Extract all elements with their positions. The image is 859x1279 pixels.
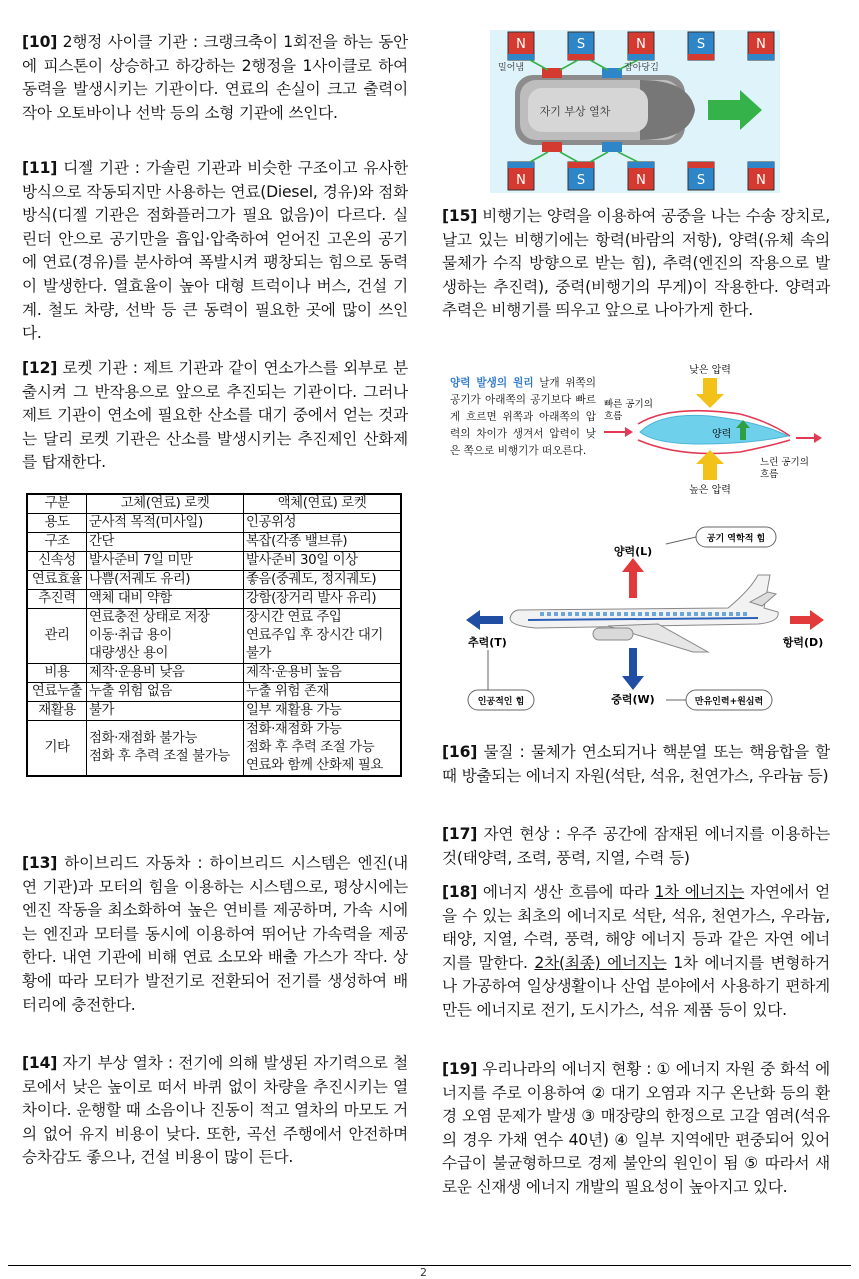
magnet-pole-label: N <box>516 37 526 52</box>
airplane-forces-diagram <box>458 520 830 720</box>
magnet <box>568 162 594 190</box>
airplane-window <box>547 612 551 616</box>
lift-force-label: 양력(L) <box>613 545 653 558</box>
airplane-window <box>540 612 544 616</box>
lift-label: 양력 <box>712 429 732 440</box>
aero-force-badge: 공기 역학적 힘 <box>706 534 766 544</box>
para-12: [12] 로켓 기관 : 제트 기관과 같이 연소가스를 외부로 분출시켜 그 반작용으로 앞으로 추진되는 기관이다. 그러나 제트 기관이 연소에 필요한 산소를 대기 중에서 얻는 것과는 달리 로켓 기관은 산소를 발생시키는 추진제인 산화제를 탑재한다. <box>22 359 408 472</box>
table-cell: 점화·재점화 불가능 점화 후 추력 조절 불가능 <box>87 721 244 777</box>
table-row <box>27 664 401 683</box>
maglev-train-label: 자기 부상 열차 <box>539 105 611 118</box>
airplane-window <box>582 612 586 616</box>
para-14: [14] 자기 부상 열차 : 전기에 의해 발생된 자기력으로 철로에서 낮은 높이로 떠서 바퀴 없이 차량을 추진시키는 열차이다. 운행할 때 소음이나 진동이 적고 열차의 마모도 거의 없어 유지 비용이 낮다. 또한, 곡선 주행에서 안전하며 승차감도 좋으나, 건설 비용이 많이 든다. <box>22 1054 408 1167</box>
table-cell: 좋음(중궤도, 정지궤도) <box>244 571 402 590</box>
airplane-window <box>722 612 726 616</box>
low-pressure-label: 낮은 압력 <box>689 365 731 376</box>
table-row <box>27 552 401 571</box>
magnet-pole-label: N <box>636 37 646 52</box>
table-cell: 액체 대비 약함 <box>87 590 244 609</box>
table-row <box>27 590 401 609</box>
airplane-window <box>729 612 733 616</box>
table-row-label: 기타 <box>27 721 87 777</box>
para-16: [16] 물질 : 물체가 연소되거나 핵분열 또는 핵융합을 할 때 방출되는 에너지 자원(석탄, 석유, 천연가스, 우라늄 등) <box>442 743 830 785</box>
table-row-label: 용도 <box>27 514 87 533</box>
table-row <box>27 721 401 777</box>
rocket-comparison-table <box>26 493 402 777</box>
table-cell: 복잡(각종 밸브류) <box>244 533 402 552</box>
table-header: 액체(연료) 로켓 <box>244 494 402 514</box>
secondary-energy-term: 2차(최종) 에너지는 <box>534 953 667 972</box>
table-cell: 발사준비 7일 미만 <box>87 552 244 571</box>
lift-principle-text: 양력 발생의 원리 날개 위쪽의 공기가 아래쪽의 공기보다 빠르게 흐르면 위쪽과 아래쪽의 압력의 차이가 생겨서 압력이 낮은 쪽으로 비행기가 떠오른다. <box>450 377 597 457</box>
magnet-pole-label: S <box>576 37 586 52</box>
magnet <box>688 32 714 60</box>
airplane-window <box>708 612 712 616</box>
table-row <box>27 514 401 533</box>
airplane-window <box>561 612 565 616</box>
airplane-window <box>736 612 740 616</box>
airplane-window <box>575 612 579 616</box>
table-header: 구분 <box>27 494 87 514</box>
para-11: [11] 디젤 기관 : 가솔린 기관과 비슷한 구조이고 유사한 방식으로 작동되지만 사용하는 연료(Diesel, 경유)와 점화 방식(디젤 기관은 점화플러그가 필요 없음)이 다르다. 실린더 안으로 공기만을 흡입·압축하여 얻어진 고온의 공기에 연료(경유)를 분사하여 폭발시켜 팽창되는 힘으로 동력이 발생한다. 열효율이 높아 대형 트럭이나 버스, 건설 기계. 철도 차량, 선박 등 큰 동력이 필요한 곳에 많이 쓰인다. <box>22 159 408 343</box>
fast-flow-label-2: 흐름 <box>604 411 623 422</box>
table-row-label: 관리 <box>27 609 87 664</box>
table-row-label: 비용 <box>27 664 87 683</box>
table-row <box>27 609 401 664</box>
airplane-window <box>701 612 705 616</box>
table-cell: 점화·재점화 가능 점화 후 추력 조절 가능 연료와 함께 산화제 필요 <box>244 721 402 777</box>
table-row-label: 재활용 <box>27 702 87 721</box>
airplane-window <box>638 612 642 616</box>
airplane-window <box>589 612 593 616</box>
table-header-row <box>27 494 401 514</box>
primary-energy-term: 1차 에너지는 <box>654 883 745 901</box>
table-row <box>27 533 401 552</box>
airplane-window <box>743 612 747 616</box>
table-cell: 제작·운용비 높음 <box>244 664 402 683</box>
airplane-window <box>603 612 607 616</box>
table-cell: 인공위성 <box>244 514 402 533</box>
gravity-force-label: 중력(W) <box>611 693 655 706</box>
high-pressure-label: 높은 압력 <box>689 485 731 496</box>
para-18: [18] 에너지 생산 흐름에 따라 1차 에너지는 자연에서 얻을 수 있는 최초의 에너지로 석탄, 석유, 천연가스, 우라늄, 태양, 지열, 수력, 풍력, 해양 에너지 등과 같은 자연 에너지를 말한다. 2차(최종) 에너지는 1차 에너지를 변형하거나 가공하여 일상생활이나 산업 분야에서 사용하기 편하게 만든 에너지로 전기, 도시가스, 석유 제품 등이 있다. <box>442 883 831 1019</box>
magnet-pole-label: N <box>636 173 646 188</box>
table-cell: 장시간 연료 주입 연료주입 후 장시간 대기 불가 <box>244 609 402 664</box>
airfoil-diagram <box>600 362 825 498</box>
slow-flow-label-1: 느린 공기의 <box>760 457 809 468</box>
magnet-pole-label: N <box>756 37 766 52</box>
para-17: [17] 자연 현상 : 우주 공간에 잠재된 에너지를 이용하는 것(태양력, 조력, 풍력, 지열, 수력 등) <box>442 825 830 867</box>
magnet-pole-label: N <box>756 173 766 188</box>
airplane-window <box>680 612 684 616</box>
table-cell: 불가 <box>87 702 244 721</box>
airplane-window <box>673 612 677 616</box>
table-cell: 누출 위험 없음 <box>87 683 244 702</box>
table-cell: 군사적 목적(미사일) <box>87 514 244 533</box>
table-cell: 발사준비 30일 이상 <box>244 552 402 571</box>
table-row-label: 연료누출 <box>27 683 87 702</box>
table-row-label: 추진력 <box>27 590 87 609</box>
para-13: [13] 하이브리드 자동차 : 하이브리드 시스템은 엔진(내연 기관)과 모터의 힘을 이용하는 시스템으로, 평상시에는 엔진 작동을 최소화하여 높은 연비를 제공하며, 가속 시에는 엔진과 모터를 동시에 이용하여 뛰어난 가속력을 제공한다. 내연 기관에 비해 연료 소모와 배출 가스가 작다. 상황에 따라 모터가 발전기로 전환되어 전기를 생성하여 배터리에 충전한다. <box>22 854 409 1014</box>
maglev-push-label: 밀어냄 <box>498 63 525 73</box>
airplane-window <box>659 612 663 616</box>
table-row <box>27 571 401 590</box>
para-10: [10] 2행정 사이클 기관 : 크랭크축이 1회전을 하는 동안에 피스톤이 상승하고 하강하는 2행정을 1사이클로 하여 동력을 발생시키는 기관이다. 연료의 손실이 크고 출력이 작아 오토바이나 선박 등의 소형 기관에 쓰인다. <box>22 33 408 122</box>
magnet <box>748 162 774 190</box>
airplane-window <box>715 612 719 616</box>
slow-flow-label-2: 흐름 <box>760 469 779 480</box>
footer-divider <box>8 1265 851 1266</box>
magnet-pole-label: S <box>576 173 586 188</box>
table-cell: 나쁨(저궤도 유리) <box>87 571 244 590</box>
table-row <box>27 683 401 702</box>
airplane-window <box>596 612 600 616</box>
magnet <box>628 162 654 190</box>
airplane-window <box>624 612 628 616</box>
drag-force-label: 항력(D) <box>782 636 824 649</box>
page-number: 2 <box>420 1266 427 1279</box>
magnet <box>688 162 714 190</box>
magnet <box>508 162 534 190</box>
table-header: 고체(연료) 로켓 <box>87 494 244 514</box>
magnet <box>508 32 534 60</box>
airplane-window <box>645 612 649 616</box>
airplane-window <box>568 612 572 616</box>
table-cell: 제작·운용비 낮음 <box>87 664 244 683</box>
magnet <box>568 32 594 60</box>
airplane-window <box>694 612 698 616</box>
table-row-label: 연료효율 <box>27 571 87 590</box>
fast-flow-label-1: 빠른 공기의 <box>604 399 653 410</box>
airplane-window <box>666 612 670 616</box>
magnet-pole-label: S <box>696 37 706 52</box>
artificial-force-badge: 인공적인 힘 <box>477 697 525 707</box>
universal-force-badge: 만유인력+원심력 <box>694 697 764 707</box>
airplane-window <box>652 612 656 616</box>
maglev-pull-label: 잡아당김 <box>624 63 659 73</box>
airplane-window <box>554 612 558 616</box>
table-cell: 강함(장거리 발사 유리) <box>244 590 402 609</box>
airplane-window <box>687 612 691 616</box>
table-row <box>27 702 401 721</box>
lift-principle-title: 양력 발생의 원리 <box>450 377 534 389</box>
table-cell: 간단 <box>87 533 244 552</box>
magnet-pole-label: N <box>516 173 526 188</box>
thrust-force-label: 추력(T) <box>468 636 507 649</box>
airplane-window <box>631 612 635 616</box>
para-15: [15] 비행기는 양력을 이용하여 공중을 나는 수송 장치로, 날고 있는 비행기에는 항력(바람의 저항), 양력(유체 속의 물체가 수직 방향으로 받는 힘), 추력(엔진의 작용으로 발생하는 추진력), 중력(비행기의 무게)이 작용한다. 양력과 추력은 비행기를 띄우고 앞으로 나아가게 한다. <box>442 207 830 320</box>
para-19: [19] 우리나라의 에너지 현황 : ① 에너지 자원 중 화석 에너지를 주로 이용하여 ② 대기 오염과 지구 온난화 등의 환경 오염 문제가 발생 ③ 매장량의 한정으로 고갈 염려(석유의 경우 가채 연수 40년) ④ 일부 지역에만 편중되어 있어 수급이 불균형하므로 경제 불안의 원인이 됨 ⑤ 따라서 새로운 신재생 에너지 개발의 필요성이 높아지고 있다. <box>442 1060 830 1196</box>
airplane-window <box>610 612 614 616</box>
table-cell: 누출 위험 존재 <box>244 683 402 702</box>
table-row-label: 신속성 <box>27 552 87 571</box>
table-cell: 일부 재활용 가능 <box>244 702 402 721</box>
table-cell: 연료충전 상태로 저장 이동·취급 용이 대량생산 용이 <box>87 609 244 664</box>
airplane-window <box>617 612 621 616</box>
magnet <box>628 32 654 60</box>
magnet <box>748 32 774 60</box>
maglev-diagram <box>490 30 780 193</box>
magnet-pole-label: S <box>696 173 706 188</box>
table-row-label: 구조 <box>27 533 87 552</box>
